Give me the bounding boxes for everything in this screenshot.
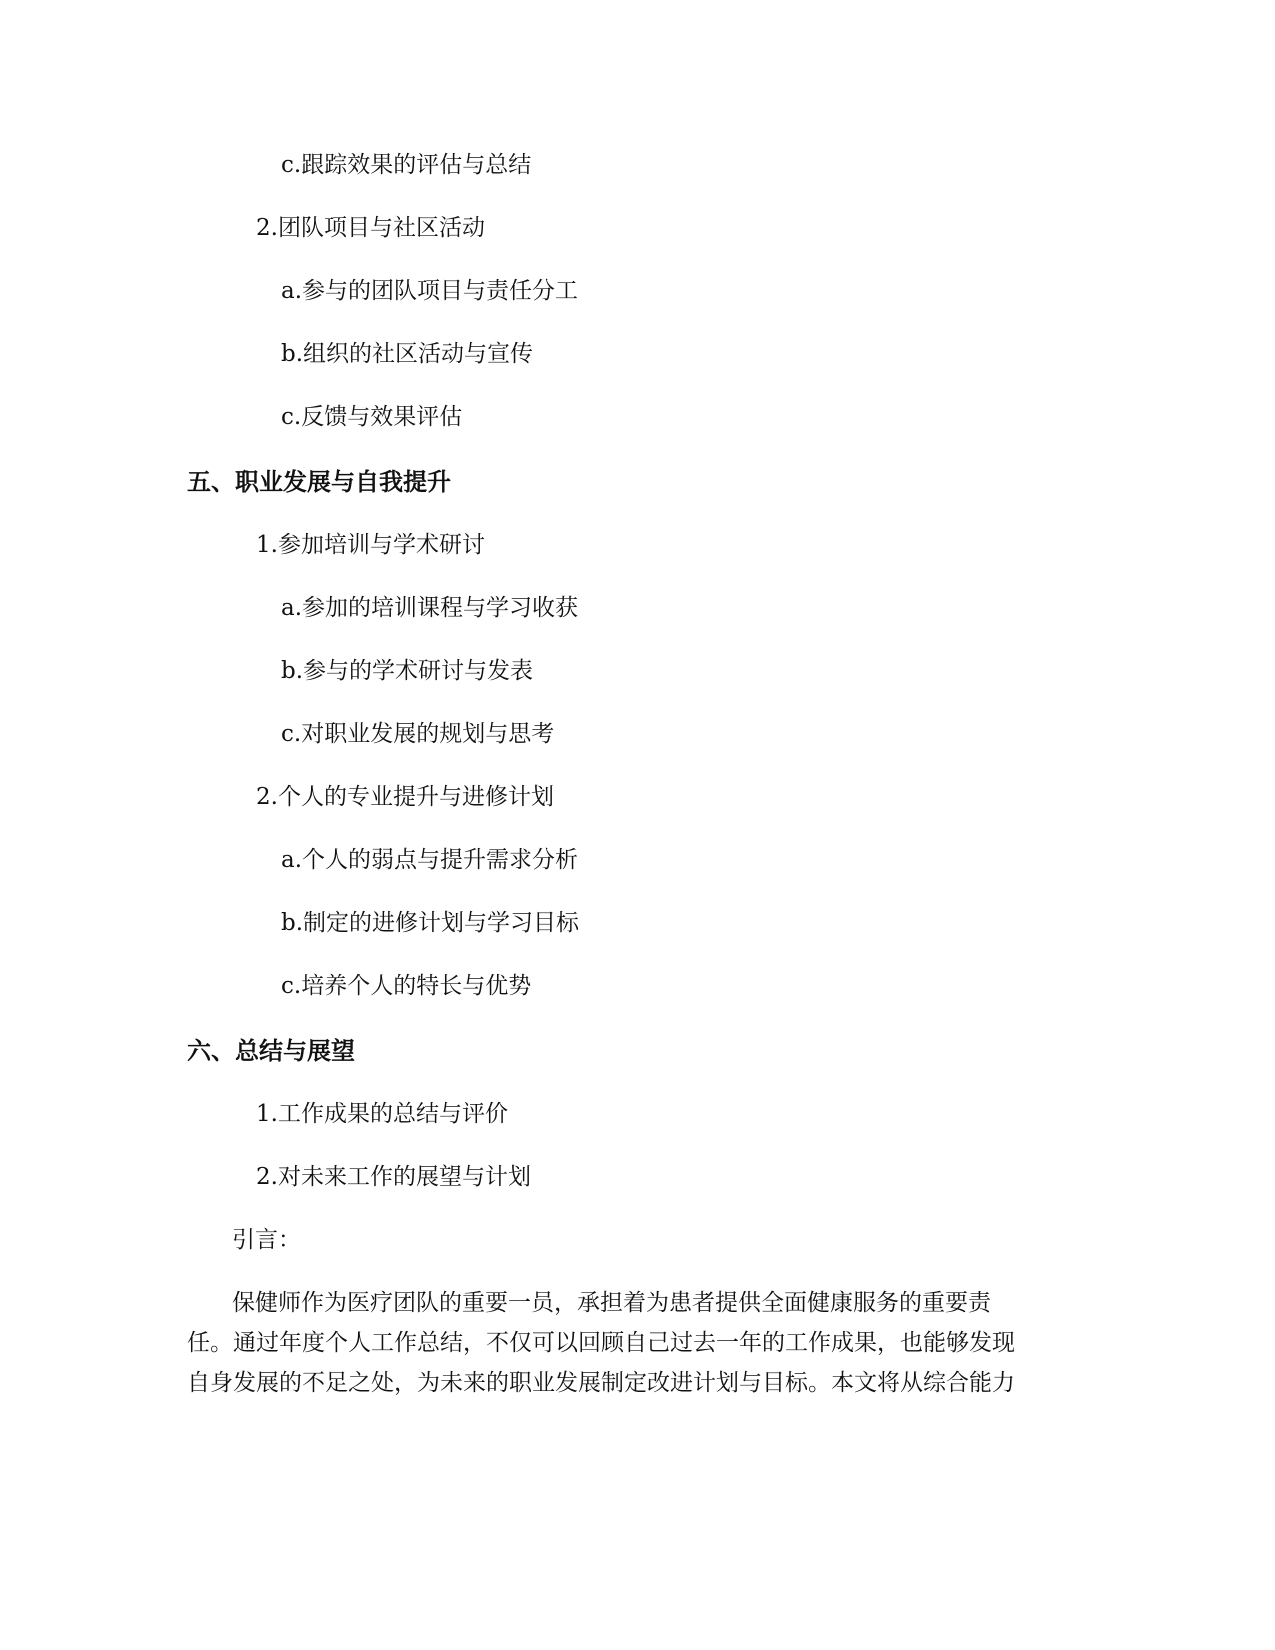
outline-item-improvement-c: c.培养个人的特长与优势 (281, 973, 532, 999)
outline-subsection-summary: 1.工作成果的总结与评价 (256, 1101, 508, 1127)
intro-paragraph-line-1: 保健师作为医疗团队的重要一员，承担着为患者提供全面健康服务的重要责 (232, 1290, 991, 1316)
outline-subsection-improvement: 2.个人的专业提升与进修计划 (256, 784, 554, 810)
outline-subsection-team-projects: 2.团队项目与社区活动 (256, 215, 485, 241)
outline-item-improvement-b: b.制定的进修计划与学习目标 (281, 910, 580, 936)
intro-paragraph-line-3: 自身发展的不足之处，为未来的职业发展制定改进计划与目标。本文将从综合能力 (187, 1370, 1015, 1396)
intro-label: 引言： (232, 1227, 301, 1253)
section-heading-six: 六、总结与展望 (187, 1037, 355, 1065)
outline-item-training-a: a.参加的培训课程与学习收获 (281, 595, 579, 621)
outline-item-c-tracking: c.跟踪效果的评估与总结 (281, 152, 532, 178)
outline-item-team-projects-a: a.参与的团队项目与责任分工 (281, 278, 579, 304)
outline-subsection-training: 1.参加培训与学术研讨 (256, 532, 485, 558)
outline-item-improvement-a: a.个人的弱点与提升需求分析 (281, 847, 579, 873)
outline-item-training-b: b.参与的学术研讨与发表 (281, 658, 534, 684)
section-heading-five: 五、职业发展与自我提升 (187, 468, 451, 496)
intro-paragraph-line-2: 任。通过年度个人工作总结，不仅可以回顾自己过去一年的工作成果，也能够发现 (187, 1330, 1015, 1356)
outline-item-training-c: c.对职业发展的规划与思考 (281, 721, 555, 747)
outline-subsection-outlook: 2.对未来工作的展望与计划 (256, 1164, 531, 1190)
outline-item-community-b: b.组织的社区活动与宣传 (281, 341, 534, 367)
outline-item-feedback-c: c.反馈与效果评估 (281, 404, 463, 430)
